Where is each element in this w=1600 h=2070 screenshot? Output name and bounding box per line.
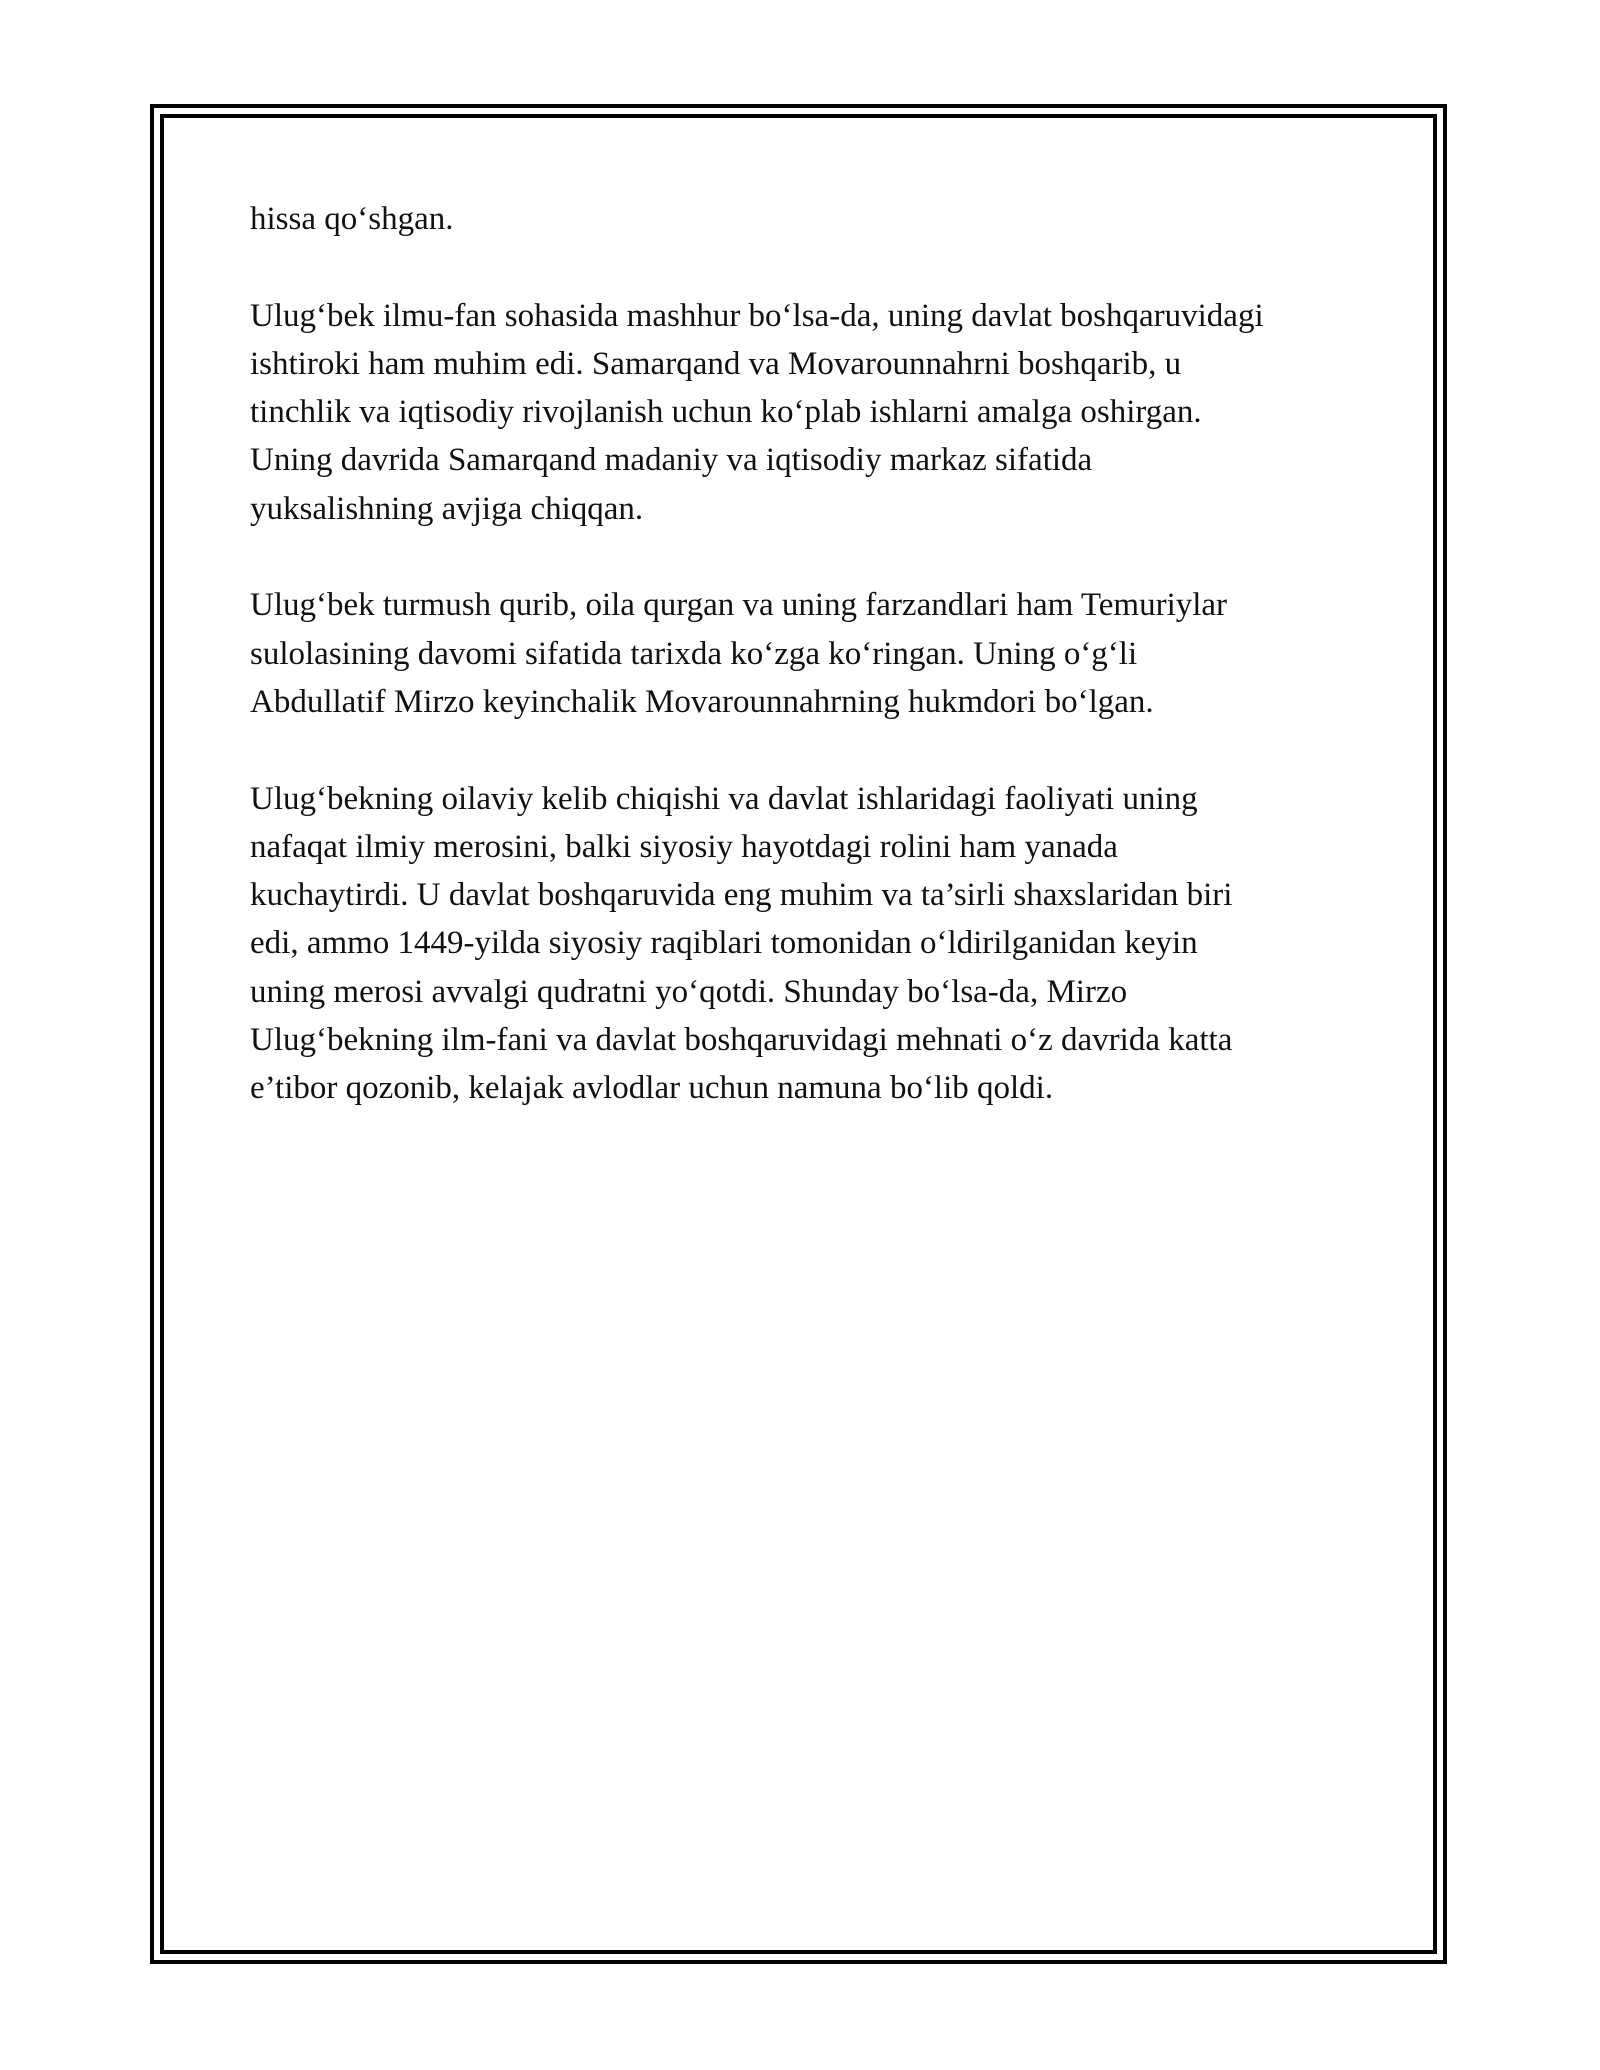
text-line: yuksalishning avjiga chiqqan. — [250, 490, 644, 527]
text-line: ishtiroki ham muhim edi. Samarqand va Movarounnahrni boshqarib, u — [250, 345, 1182, 382]
text-line: edi, ammo 1449-yilda siyosiy raqiblari tomonidan o‘ldirilganidan keyin — [250, 925, 1198, 962]
text-line: nafaqat ilmiy merosini, balki siyosiy hayotdagi rolini ham yanada — [250, 828, 1118, 865]
text-line: Ulug‘bekning ilm-fani va davlat boshqaruvidagi mehnati o‘z davrida katta — [250, 1022, 1233, 1059]
text-line: Uning davrida Samarqand madaniy va iqtisodiy markaz sifatida — [250, 442, 1093, 479]
text-line: kuchaytirdi. U davlat boshqaruvida eng muhim va ta’sirli shaxslaridan biri — [250, 877, 1233, 914]
paragraph-1 — [250, 195, 1365, 243]
text-line: e’tibor qozonib, kelajak avlodlar uchun namuna bo‘lib qoldi. — [250, 1070, 1054, 1107]
document-body — [250, 195, 1365, 1161]
paragraph-3 — [250, 581, 1365, 726]
text-line: Abdullatif Mirzo keyinchalik Movarounnahrning hukmdori bo‘lgan. — [250, 683, 1154, 720]
text-line: Ulug‘bek turmush qurib, oila qurgan va uning farzandlari ham Temuriylar — [250, 587, 1228, 624]
text-line: Ulug‘bekning oilaviy kelib chiqishi va davlat ishlaridagi faoliyati uning — [250, 780, 1198, 817]
text-line: hissa qo‘shgan. — [250, 201, 454, 237]
text-line: sulolasining davomi sifatida tarixda ko‘zga ko‘ringan. Uning o‘g‘li — [250, 635, 1138, 672]
paragraph-2 — [250, 292, 1365, 533]
page-border-inner — [160, 114, 1437, 1954]
text-line: uning merosi avvalgi qudratni yo‘qotdi. Shunday bo‘lsa-da, Mirzo — [250, 973, 1128, 1010]
text-line: Ulug‘bek ilmu-fan sohasida mashhur bo‘lsa-da, uning davlat boshqaruvidagi — [250, 297, 1264, 334]
page-border-outer — [150, 104, 1447, 1964]
text-line: tinchlik va iqtisodiy rivojlanish uchun ko‘plab ishlarni amalga oshirgan. — [250, 394, 1202, 431]
paragraph-4 — [250, 775, 1365, 1113]
